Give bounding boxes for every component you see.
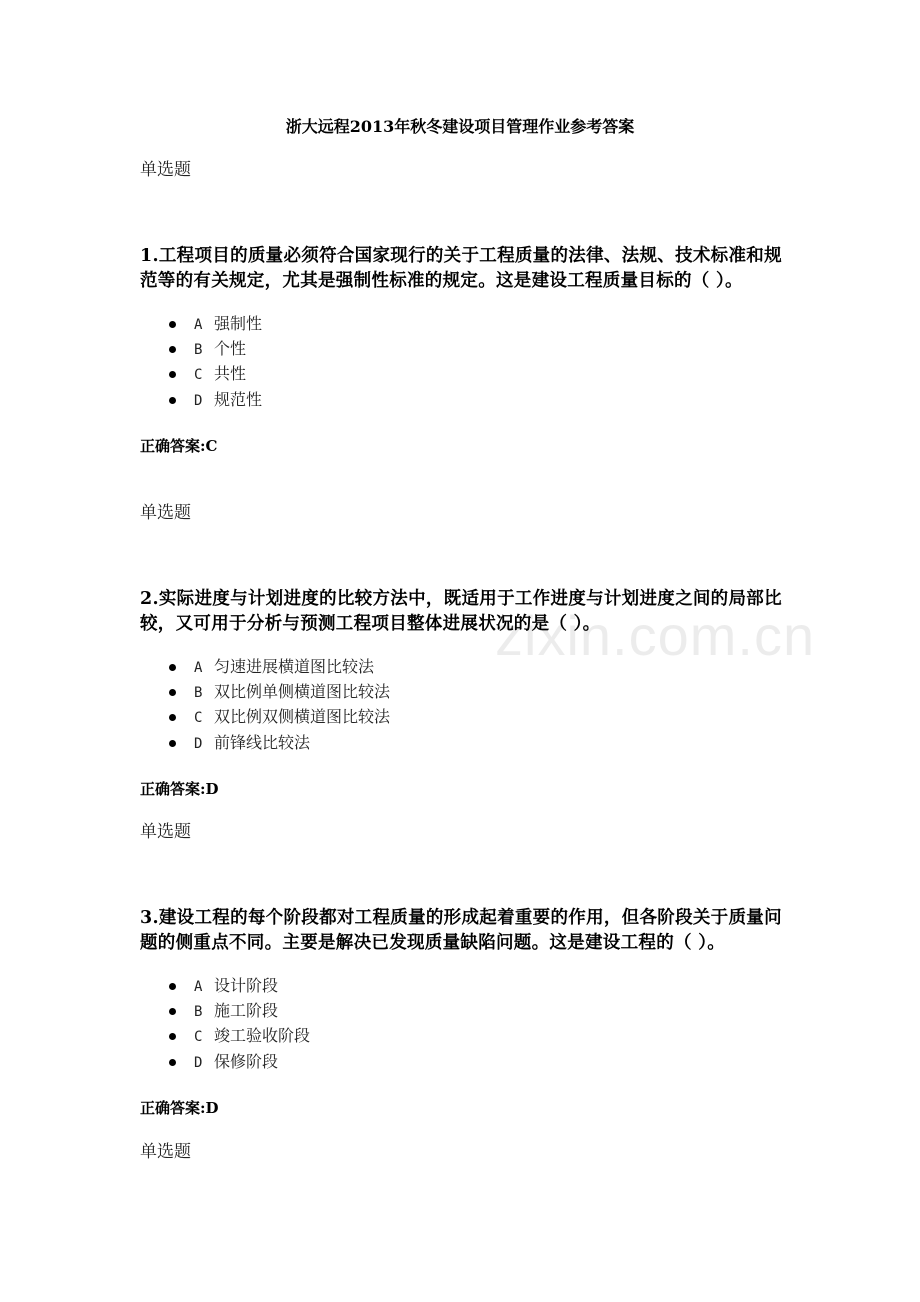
option-text: 双比例双侧横道图比较法 bbox=[214, 707, 391, 727]
bullet-icon bbox=[169, 346, 176, 353]
correct-answer: 正确答案:D bbox=[140, 1098, 219, 1117]
question-text: 2.实际进度与计划进度的比较方法中，既适用于工作进度与计划进度之间的局部比较，又可用于分析与预测工程项目整体进展状况的是（ ）。 bbox=[140, 589, 782, 634]
watermark: zixin.com.cn bbox=[495, 604, 816, 667]
option-item bbox=[140, 731, 785, 756]
bullet-icon bbox=[169, 371, 176, 378]
option-item bbox=[140, 999, 785, 1024]
question-block bbox=[140, 820, 785, 1120]
question-type: 单选题 bbox=[140, 822, 191, 842]
bullet-icon bbox=[169, 1059, 176, 1066]
option-letter: B bbox=[194, 685, 203, 702]
option-list bbox=[140, 655, 785, 756]
option-letter: B bbox=[194, 1004, 203, 1021]
option-text: 设计阶段 bbox=[214, 976, 279, 995]
option-letter: C bbox=[194, 710, 203, 727]
option-letter: D bbox=[194, 1054, 203, 1071]
option-letter: C bbox=[194, 1029, 203, 1046]
option-text: 双比例单侧横道图比较法 bbox=[214, 682, 391, 702]
option-letter: A bbox=[194, 660, 203, 676]
option-letter: B bbox=[194, 342, 203, 359]
option-text: 前锋线比较法 bbox=[214, 732, 311, 752]
correct-answer: 正确答案:D bbox=[140, 779, 219, 798]
question-block bbox=[140, 1140, 785, 1164]
correct-answer: 正确答案:C bbox=[140, 436, 218, 455]
option-text: 保修阶段 bbox=[214, 1051, 279, 1071]
option-item bbox=[140, 974, 785, 999]
option-letter: A bbox=[194, 979, 203, 995]
bullet-icon bbox=[169, 397, 176, 404]
option-text: 竣工验收阶段 bbox=[214, 1026, 311, 1046]
option-text: 强制性 bbox=[214, 314, 263, 333]
option-letter: A bbox=[194, 317, 203, 333]
option-letter: D bbox=[194, 392, 203, 409]
option-item bbox=[140, 680, 785, 705]
question-block bbox=[140, 158, 785, 458]
option-text: 规范性 bbox=[214, 389, 263, 409]
question-text: 1.工程项目的质量必须符合国家现行的关于工程质量的法律、法规、技术标准和规范等的有关规定，尤其是强制性标准的规定。这是建设工程质量目标的（ ）。 bbox=[140, 246, 782, 291]
option-list bbox=[140, 312, 785, 413]
question-type: 单选题 bbox=[140, 160, 191, 180]
option-text: 共性 bbox=[214, 364, 247, 384]
bullet-icon bbox=[169, 983, 176, 990]
bullet-icon bbox=[169, 321, 176, 328]
option-item bbox=[140, 388, 785, 413]
option-item bbox=[140, 312, 785, 337]
document-title: 浙大远程2013年秋冬建设项目管理作业参考答案 bbox=[285, 117, 635, 136]
option-letter: D bbox=[194, 735, 203, 752]
option-text: 施工阶段 bbox=[214, 1001, 279, 1021]
option-item bbox=[140, 1024, 785, 1049]
question-text: 3.建设工程的每个阶段都对工程质量的形成起着重要的作用，但各阶段关于质量问题的侧重点不同。主要是解决已发现质量缺陷问题。这是建设工程的（ ）。 bbox=[140, 908, 782, 953]
bullet-icon bbox=[169, 714, 176, 721]
bullet-icon bbox=[169, 664, 176, 671]
question-block bbox=[140, 501, 785, 801]
option-item bbox=[140, 362, 785, 387]
bullet-icon bbox=[169, 1008, 176, 1015]
option-item bbox=[140, 705, 785, 730]
option-letter: C bbox=[194, 367, 203, 384]
bullet-icon bbox=[169, 689, 176, 696]
option-item bbox=[140, 655, 785, 680]
bullet-icon bbox=[169, 740, 176, 747]
question-type: 单选题 bbox=[140, 503, 191, 523]
option-text: 匀速进展横道图比较法 bbox=[214, 657, 375, 676]
bullet-icon bbox=[169, 1033, 176, 1040]
option-text: 个性 bbox=[214, 339, 247, 359]
option-item bbox=[140, 337, 785, 362]
option-list bbox=[140, 974, 785, 1075]
option-item bbox=[140, 1050, 785, 1075]
question-type: 单选题 bbox=[140, 1142, 191, 1162]
